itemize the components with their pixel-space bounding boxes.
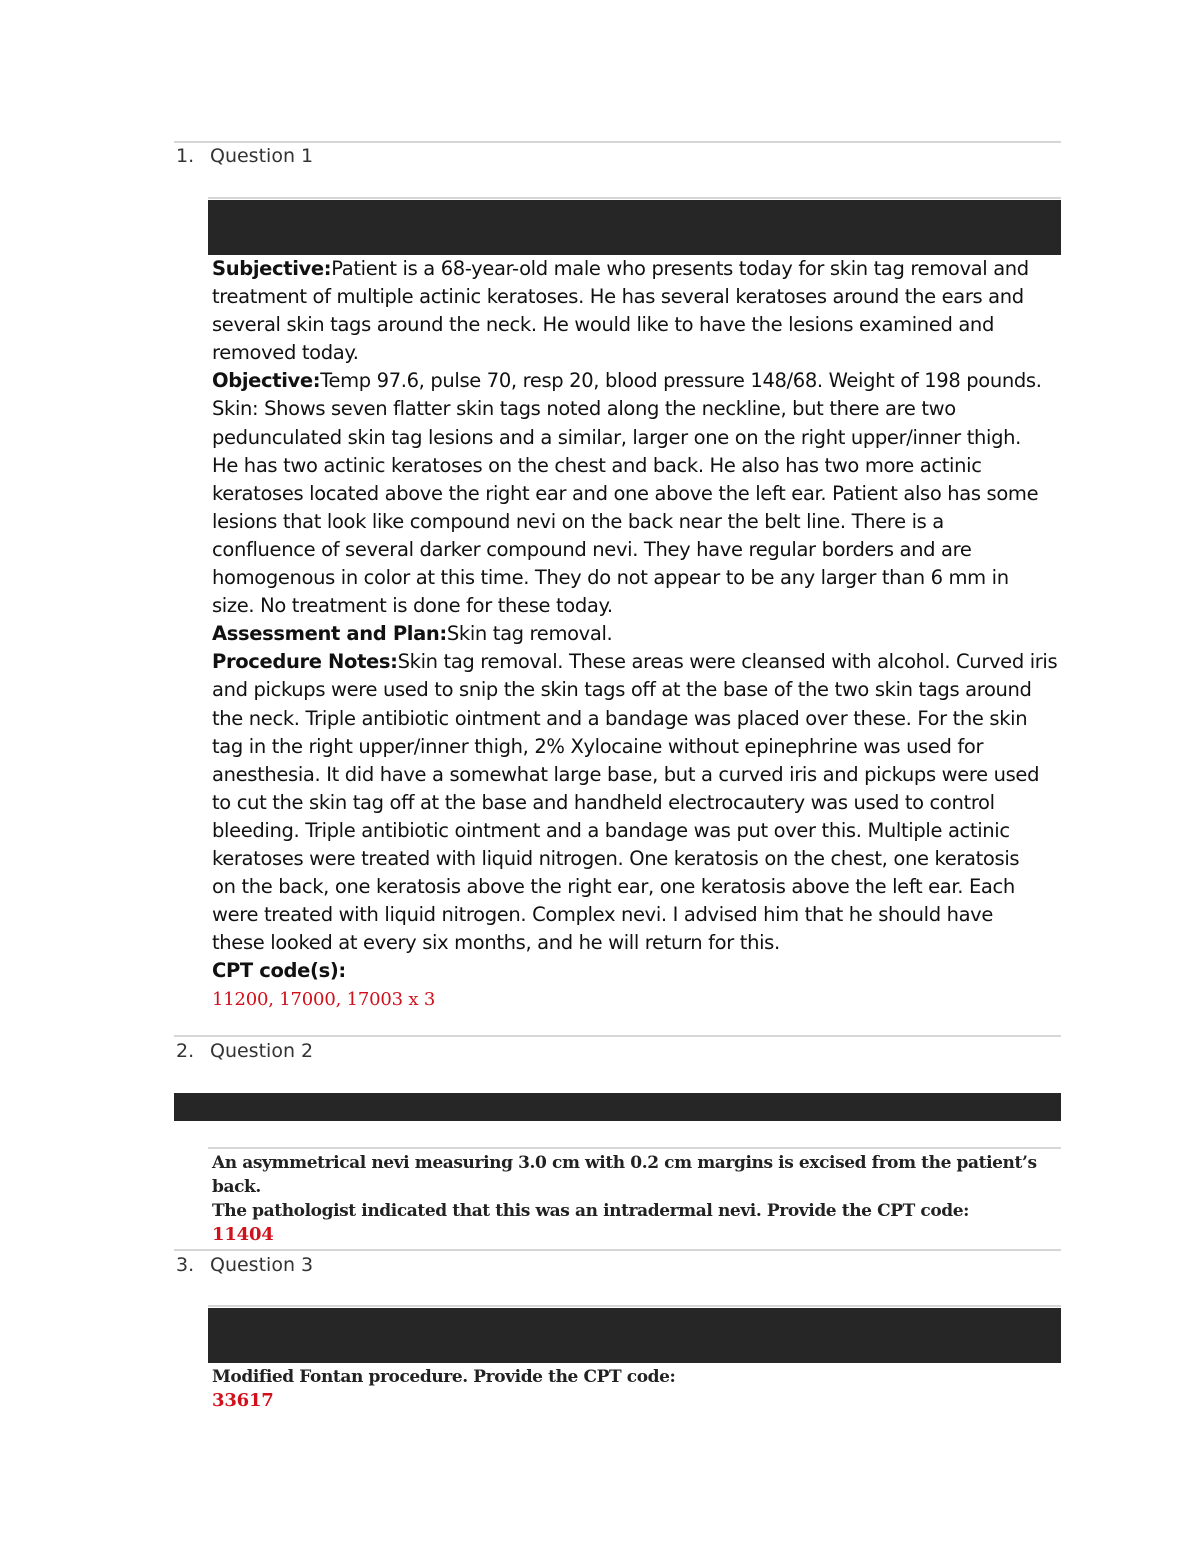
objective-line-6: lesions that look like compound nevi on the back near the belt line. There is a: [212, 509, 944, 533]
question-3-prompt-block: [212, 1365, 1072, 1413]
cpt-label: CPT code(s):: [212, 959, 346, 983]
question-2-header-bar: [174, 1093, 1061, 1121]
question-1-number: 1.: [176, 145, 195, 167]
question-3-top-rule: [174, 1249, 1061, 1251]
objective-line-4: He has two actinic keratoses on the chest and back. He also has two more actinic: [212, 453, 982, 477]
procedure-line-2: and pickups were used to snip the skin tags off at the base of the two skin tags around: [212, 678, 1032, 702]
subjective-line-3: several skin tags around the neck. He would like to have the lesions examined and: [212, 313, 994, 337]
question-2-prompt-line-1: An asymmetrical nevi measuring 3.0 cm with 0.2 cm margins is excised from the patient’s back.: [212, 1153, 1037, 1197]
question-2-title: Question 2: [210, 1040, 314, 1062]
question-1-body: [212, 255, 1072, 1015]
objective-line-5: keratoses located above the right ear and one above the left ear. Patient also has some: [212, 481, 1039, 505]
question-3-header-bar: [208, 1308, 1061, 1363]
procedure-line-8: keratoses were treated with liquid nitrogen. One keratosis on the chest, one keratosis: [212, 846, 1020, 870]
subjective-label: Subjective:: [212, 257, 332, 280]
question-1-bar-rule: [208, 197, 1061, 199]
cpt-label-line: [212, 957, 1072, 985]
objective-line-9: size. No treatment is done for these today.: [212, 594, 613, 618]
procedure-line-1: Procedure Notes:Skin tag removal. These areas were cleansed with alcohol. Curved iris: [212, 650, 1058, 674]
question-3-answer: 33617: [212, 1390, 274, 1411]
objective-line-8: homogenous in color at this time. They do not appear to be any larger than 6 mm in: [212, 566, 1009, 590]
question-2-number: 2.: [176, 1040, 195, 1062]
question-3-number: 3.: [176, 1254, 195, 1276]
question-2-prompt-line-2: The pathologist indicated that this was an intradermal nevi. Provide the CPT code:: [212, 1201, 970, 1221]
procedure-line-9: on the back, one keratosis above the right ear, one keratosis above the left ear. Each: [212, 875, 1015, 899]
objective-line-2: Skin: Shows seven flatter skin tags noted along the neckline, but there are two: [212, 397, 956, 421]
procedure-line-11: these looked at every six months, and he will return for this.: [212, 931, 780, 955]
subjective-line-1: Subjective:Patient is a 68-year-old male who presents today for skin tag removal and: [212, 257, 1029, 280]
question-2-prompt: [212, 1151, 1072, 1247]
objective-line-3: pedunculated skin tag lesions and a similar, larger one on the right upper/inner thigh.: [212, 425, 1021, 449]
question-2-heading: [176, 1040, 313, 1062]
question-1-title: Question 1: [210, 145, 314, 167]
subjective-line-2: treatment of multiple actinic keratoses. He has several keratoses around the ears and: [212, 285, 1024, 309]
procedure-line-3: the neck. Triple antibiotic ointment and a bandage was placed over these. For the skin: [212, 706, 1028, 730]
objective-label: Objective:: [212, 369, 321, 393]
question-2-top-rule: [174, 1035, 1061, 1037]
question-1-answer: 11200, 17000, 17003 x 3: [212, 989, 436, 1011]
procedure-line-6: to cut the skin tag off at the base and handheld electrocautery was used to control: [212, 790, 995, 814]
procedure-line-5: anesthesia. It did have a somewhat large base, but a curved iris and pickups were used: [212, 762, 1040, 786]
objective-line-7: confluence of several darker compound nevi. They have regular borders and are: [212, 537, 972, 561]
objective-line-1: Objective:Temp 97.6, pulse 70, resp 20, blood pressure 148/68. Weight of 198 pounds.: [212, 369, 1042, 393]
question-1-header-bar: [208, 200, 1061, 255]
question-2-bar-rule: [208, 1147, 1061, 1149]
procedure-line-4: tag in the right upper/inner thigh, 2% Xylocaine without epinephrine was used for: [212, 734, 984, 758]
question-2-answer: 11404: [212, 1224, 274, 1245]
question-1-top-rule: [174, 141, 1061, 143]
question-3-prompt: Modified Fontan procedure. Provide the CPT code:: [212, 1367, 676, 1387]
procedure-line-7: bleeding. Triple antibiotic ointment and a bandage was put over this. Multiple actinic: [212, 818, 1010, 842]
assessment-line: Assessment and Plan:Skin tag removal.: [212, 622, 613, 646]
question-3-heading: [176, 1254, 313, 1276]
question-3-title: Question 3: [210, 1254, 314, 1276]
question-3-bar-rule: [208, 1305, 1061, 1307]
procedure-line-10: were treated with liquid nitrogen. Complex nevi. I advised him that he should have: [212, 903, 994, 927]
assessment-label: Assessment and Plan:: [212, 622, 447, 646]
subjective-line-4: removed today.: [212, 341, 359, 365]
procedure-label: Procedure Notes:: [212, 650, 398, 674]
question-1-heading: [176, 145, 313, 167]
